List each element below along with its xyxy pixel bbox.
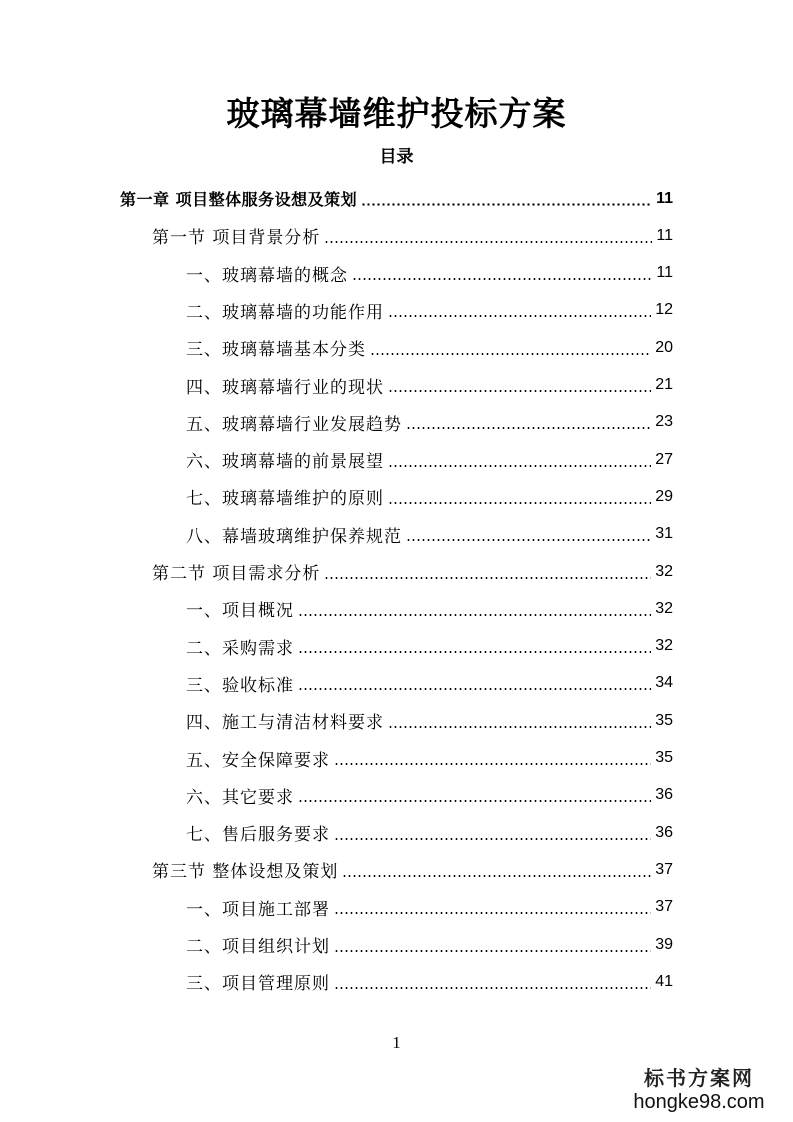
dot-leader [388,465,651,467]
toc-entry-page: 12 [655,301,673,319]
toc-entry-label: 七、玻璃幕墙维护的原则 [186,489,384,510]
dot-leader [388,502,651,504]
toc-entry-page: 37 [655,898,673,916]
toc-entry-page: 35 [655,711,673,729]
toc-entry-label: 第二节 项目需求分析 [152,564,321,584]
toc-entry-item[interactable] [186,740,673,777]
toc-entry-item[interactable] [186,926,673,963]
toc-entry-label: 五、玻璃幕墙行业发展趋势 [186,414,402,435]
toc-entry-label: 一、项目概况 [186,601,294,622]
dot-leader [406,539,651,541]
toc-entry-page: 23 [655,413,673,431]
toc-entry-label: 四、玻璃幕墙行业的现状 [186,377,384,398]
toc-entry-label: 第一章 项目整体服务设想及策划 [120,190,358,209]
toc-entry-label: 六、其它要求 [186,787,294,808]
toc-entry-label: 七、售后服务要求 [186,825,330,846]
toc-entry-label: 一、项目施工部署 [186,899,330,920]
toc-entry-item[interactable] [186,404,673,441]
toc-entry-item[interactable] [186,777,673,814]
dot-leader [406,427,651,429]
toc-entry-page: 11 [656,226,673,244]
document-title: 玻璃幕墙维护投标方案 [226,94,567,133]
toc-entry-section[interactable] [152,553,673,590]
dot-leader [298,688,651,690]
toc-entry-label: 三、玻璃幕墙基本分类 [186,340,366,361]
dot-leader [334,838,651,840]
toc-entry-label: 四、施工与清洁材料要求 [186,713,384,734]
page-number: 1 [392,1033,401,1052]
dot-leader [361,203,652,206]
toc-entry-item[interactable] [186,292,673,329]
dot-leader [324,577,651,579]
toc-entry-item[interactable] [186,814,673,851]
dot-leader [334,912,651,914]
toc-entry-item[interactable] [186,665,673,702]
toc-entry-label: 一、玻璃幕墙的概念 [186,265,348,286]
dot-leader [334,950,651,952]
toc-entry-item[interactable] [186,441,673,478]
dot-leader [298,800,651,802]
toc-entry-page: 31 [655,525,673,543]
dot-leader [342,875,651,877]
toc-entry-page: 32 [655,599,673,617]
toc-entry-label: 三、项目管理原则 [186,974,330,995]
toc-entry-page: 35 [655,749,673,766]
dot-leader [334,763,651,765]
toc-entry-page: 11 [656,189,673,207]
toc-entry-page: 21 [655,376,673,393]
toc-entry-label: 二、玻璃幕墙的功能作用 [186,302,384,323]
dot-leader [388,726,651,728]
toc-entry-page: 39 [655,935,673,953]
dot-leader [298,614,651,616]
toc-entry-label: 二、项目组织计划 [186,937,330,957]
toc-entry-page: 36 [655,823,673,841]
toc-entry-item[interactable] [186,367,673,404]
toc-entry-label: 三、验收标准 [186,675,294,696]
toc-entry-item[interactable] [186,590,673,627]
dot-leader [370,353,651,355]
toc-entry-label: 第三节 整体设想及策划 [152,862,339,883]
toc-entry-label: 六、玻璃幕墙的前景展望 [186,452,384,473]
watermark-url: hongke98.com [633,1091,765,1113]
toc-entry-page: 27 [655,450,673,468]
watermark [619,1066,779,1114]
toc-entry-section[interactable] [152,217,673,254]
watermark-brand: 标书方案网 [644,1066,754,1090]
toc-entry-item[interactable] [186,963,673,1000]
toc-entry-item[interactable] [186,628,673,665]
dot-leader [388,315,651,317]
toc-entry-page: 37 [655,860,673,878]
toc-entry-item[interactable] [186,255,673,292]
toc-entry-page: 36 [655,786,673,804]
toc-entry-page: 34 [655,674,673,692]
toc-entry-item[interactable] [186,329,673,366]
toc-entry-item[interactable] [186,702,673,739]
toc-entry-label: 五、安全保障要求 [186,750,330,771]
toc-entry-page: 32 [655,637,673,655]
toc-entry-label: 二、采购需求 [186,638,294,659]
toc-entry-page: 29 [655,487,673,505]
toc-entry-page: 20 [655,338,673,356]
toc-entry-page: 32 [655,562,673,580]
toc-entry-label: 八、幕墙玻璃维护保养规范 [186,526,402,547]
dot-leader [298,651,651,653]
toc-entry-chapter[interactable] [120,180,673,217]
toc-entry-page: 11 [656,264,673,282]
dot-leader [334,987,651,989]
toc-entry-item[interactable] [186,516,673,553]
dot-leader [324,241,652,243]
toc-entry-section[interactable] [152,851,673,888]
toc-entry-item[interactable] [186,889,673,926]
dot-leader [388,390,651,392]
toc-heading: 目录 [379,147,414,167]
toc-entry-item[interactable] [186,478,673,515]
toc-entry-label: 第一节 项目背景分析 [152,228,321,249]
toc-entry-page: 41 [655,972,673,990]
dot-leader [352,278,652,280]
